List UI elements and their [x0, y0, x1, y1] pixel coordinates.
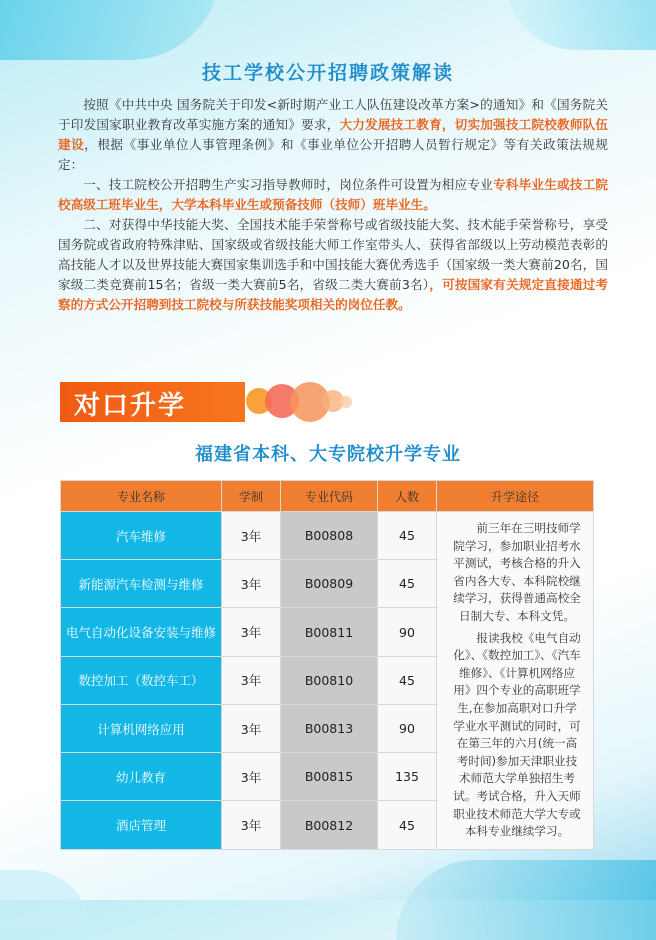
policy-point-1-highlight: 专科毕业生或技工院校高级工班毕业生，大学本科毕业生或预备技师（技师）班毕业生。 [58, 177, 609, 212]
major-years: 3年 [222, 753, 281, 801]
major-years: 3年 [222, 608, 281, 656]
major-years: 3年 [222, 801, 281, 849]
table-header-row [61, 481, 594, 512]
major-count: 45 [378, 560, 437, 608]
major-count: 135 [378, 753, 437, 801]
decorative-wave-bottom-right [396, 860, 656, 940]
policy-body [58, 95, 608, 315]
major-years: 3年 [222, 656, 281, 704]
policy-intro-text: 按照《中共中央 国务院关于印发<新时期产业工人队伍建设改革方案>的通知》和《国务院关于印发国家职业教育改革实施方案的通知》要求， [58, 97, 608, 132]
major-code: B00815 [281, 753, 378, 801]
major-name: 酒店管理 [61, 801, 222, 849]
policy-point-2-text: 二、对获得中华技能大奖、全国技术能手荣誉称号或省级技能大奖、技术能手荣誉称号，享受国务院或省政府特殊津贴、国家级或省级技能大师工作室带头人、获得省部级以上劳动模范表彰的高技能人才以及世界技能大赛国家集训选手和中国技能大赛优秀选手（国家级一类大赛前20名，国家级二类竞赛前15名；省级一类大赛前5名，省级二类大赛前3名） [58, 217, 608, 292]
major-count: 45 [378, 656, 437, 704]
major-name: 新能源汽车检测与维修 [61, 560, 222, 608]
major-count: 90 [378, 704, 437, 752]
major-code: B00813 [281, 704, 378, 752]
path-paragraph-2: 报读我校《电气自动化》、《数控加工》、《汽车维修》、《计算机网络应用》四个专业的高职班学生,在参加高职对口升学学业水平测试的同时，可在第三年的六月(统一高考时间)参加天津职业技术师范大学单独招生考试。考试合格，升入天师职业技术师范大学大专或本科专业继续学习。 [453, 630, 581, 839]
major-name: 计算机网络应用 [61, 704, 222, 752]
major-years: 3年 [222, 560, 281, 608]
section-banner [60, 382, 360, 422]
major-years: 3年 [222, 704, 281, 752]
path-paragraph-1: 前三年在三明技师学院学习，参加职业招考水平测试，考核合格的升入省内各大专、本科院校继续学习，获得普通高校全日制大专、本科文凭。 [453, 521, 581, 623]
major-code: B00809 [281, 560, 378, 608]
major-name: 幼儿教育 [61, 753, 222, 801]
advancement-path [437, 512, 594, 850]
header-name: 专业名称 [61, 481, 222, 512]
policy-intro [58, 95, 608, 175]
major-name: 电气自动化设备安装与维修 [61, 608, 222, 656]
decorative-wave-top-left [0, 0, 220, 60]
major-code: B00811 [281, 608, 378, 656]
section-subtitle: 福建省本科、大专院校升学专业 [195, 444, 461, 465]
banner-dot-5 [340, 396, 352, 408]
major-name: 汽车维修 [61, 512, 222, 560]
major-count: 45 [378, 512, 437, 560]
policy-point-2 [58, 215, 608, 315]
majors-table [60, 480, 594, 850]
decorative-wave-bottom-left [0, 870, 90, 930]
major-years: 3年 [222, 512, 281, 560]
policy-point-1-text: 一、技工院校公开招聘生产实习指导教师时，岗位条件可设置为相应专业 [83, 177, 493, 192]
header-code: 专业代码 [281, 481, 378, 512]
major-code: B00810 [281, 656, 378, 704]
major-count: 45 [378, 801, 437, 849]
header-path: 升学途径 [437, 481, 594, 512]
policy-point-1 [58, 175, 608, 215]
major-code: B00808 [281, 512, 378, 560]
major-code: B00812 [281, 801, 378, 849]
policy-point-2-highlight: ，可按国家有关规定直接通过考察的方式公开招聘到技工院校与所获技能奖项相关的岗位任教。 [58, 277, 608, 312]
major-count: 90 [378, 608, 437, 656]
header-years: 学制 [222, 481, 281, 512]
policy-intro-text-2: ，根据《事业单位人事管理条例》和《事业单位公开招聘人员暂行规定》等有关政策法规规定： [58, 137, 609, 172]
policy-title: 技工学校公开招聘政策解读 [201, 62, 454, 84]
table-row [61, 512, 594, 560]
major-name: 数控加工（数控车工） [61, 656, 222, 704]
policy-intro-highlight: 大力发展技工教育，切实加强技工院校教师队伍建设 [58, 117, 609, 152]
decorative-wave-top-right [506, 0, 656, 50]
header-count: 人数 [378, 481, 437, 512]
banner-title: 对口升学 [74, 391, 187, 421]
